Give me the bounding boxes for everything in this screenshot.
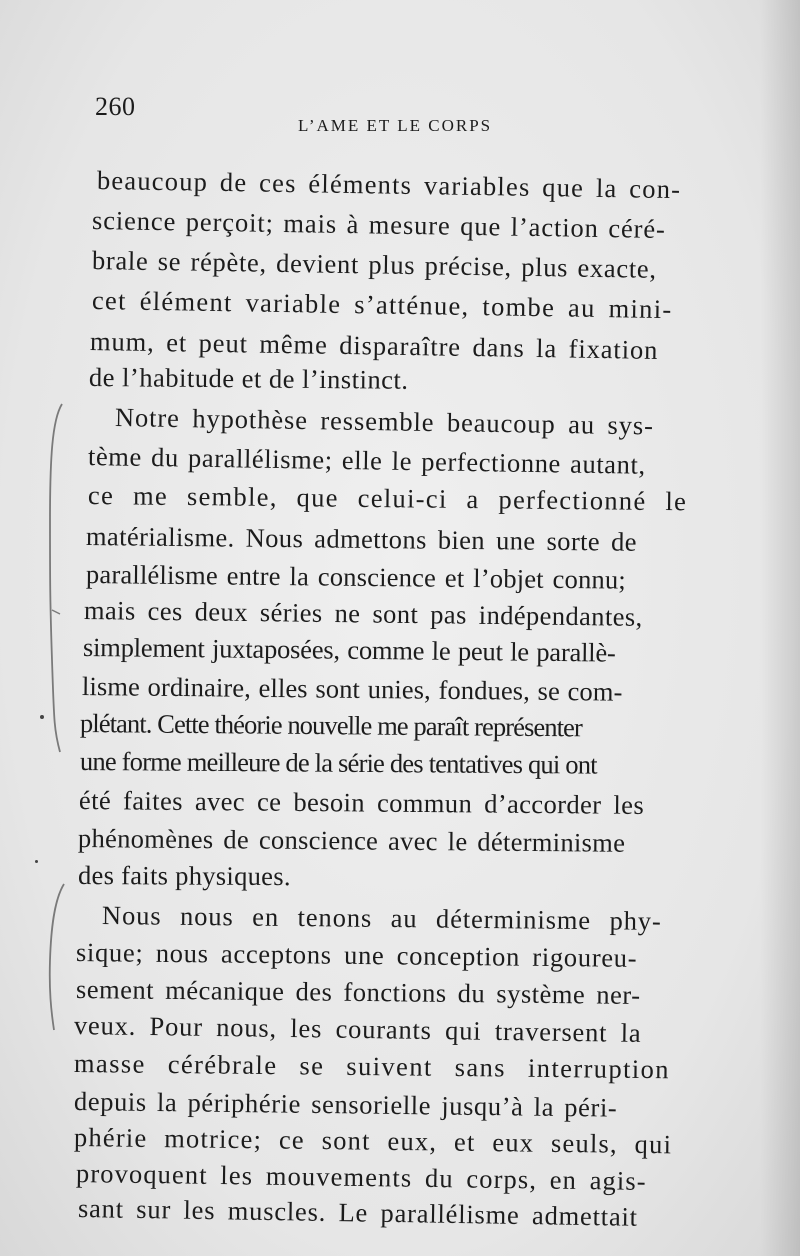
pencil-bracket-mark-2 <box>40 880 70 1040</box>
pencil-dot-mark <box>35 860 38 863</box>
text-line: phérie motrice; ce sont eux, et eux seuls, qui <box>73 1122 673 1160</box>
text-line: parallélisme entre la conscience et l’objet connu; <box>85 559 627 595</box>
text-line: ce me semble, que celui-ci a perfectionné le <box>87 480 688 517</box>
pencil-dot-mark <box>40 715 44 719</box>
text-line: mum, et peut même disparaître dans la fixation <box>89 326 659 365</box>
text-line: lisme ordinaire, elles sont unies, fondues, se com- <box>81 671 623 707</box>
text-line: Nous nous en tenons au déterminisme phy- <box>101 900 662 936</box>
text-line: phénomènes de conscience avec le déterminisme <box>77 823 626 858</box>
text-line: masse cérébrale se suivent sans interruption <box>73 1048 671 1085</box>
text-line: une forme meilleure de la série des tentatives qui ont <box>79 746 597 780</box>
text-line: cet élément variable s’atténue, tombe au mini- <box>91 285 673 325</box>
text-line: sique; nous acceptons une conception rigoureu- <box>75 937 638 973</box>
text-line: veux. Pour nous, les courants qui traversent la <box>73 1010 642 1048</box>
text-line: de l’habitude et de l’instinct. <box>88 362 409 395</box>
page-edge-shadow <box>760 0 800 1256</box>
text-line: provoquent les mouvements du corps, en agis- <box>75 1158 647 1196</box>
text-line: depuis la périphérie sensorielle jusqu’à la péri- <box>73 1086 618 1123</box>
text-line: matérialisme. Nous admettons bien une sorte de <box>85 521 638 557</box>
text-line: mais ces deux séries ne sont pas indépendantes, <box>83 595 643 632</box>
page-number: 260 <box>95 92 136 121</box>
text-line: beaucoup de ces éléments variables que la con- <box>96 165 682 205</box>
text-line: plétant. Cette théorie nouvelle me paraît représenter <box>79 708 583 743</box>
text-line: sement mécanique des fonctions du système ner- <box>75 974 641 1010</box>
text-line: tème du parallélisme; elle le perfectionne autant, <box>87 441 646 480</box>
running-title: L’AME ET LE CORPS <box>298 116 493 135</box>
text-line: simplement juxtaposées, comme le peut le parallè- <box>82 632 616 668</box>
text-line: brale se répète, devient plus précise, plus exacte, <box>91 245 657 284</box>
pencil-bracket-mark-1 <box>40 400 70 760</box>
text-line: des faits physiques. <box>77 860 291 892</box>
text-line: été faites avec ce besoin commun d’accorder les <box>78 785 645 820</box>
text-line: science perçoit; mais à mesure que l’action céré- <box>91 205 667 245</box>
text-line: sant sur les muscles. Le parallélisme admettait <box>77 1193 639 1232</box>
text-line: Notre hypothèse ressemble beaucoup au sys- <box>114 402 655 441</box>
